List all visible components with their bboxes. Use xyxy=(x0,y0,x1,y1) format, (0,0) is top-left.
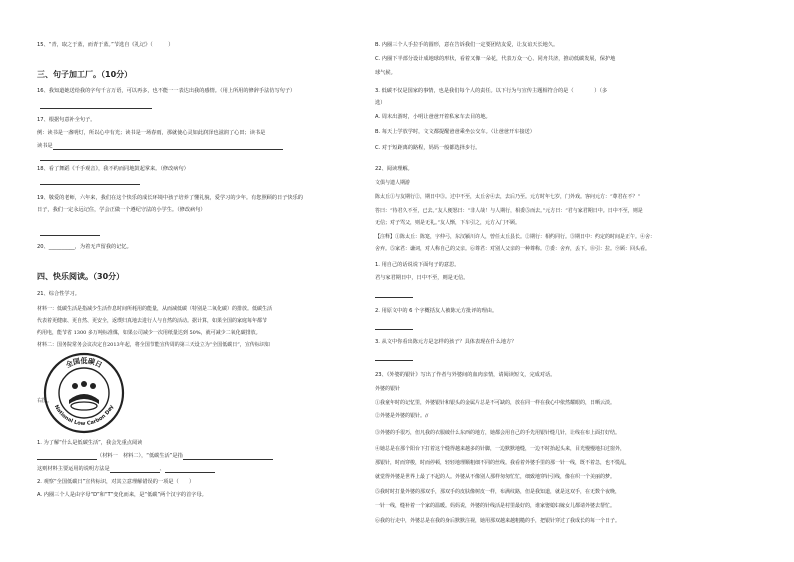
material-2: 材料二：国务院常务会议决定自2013年起，将全国节能宣传周的第三天设立为“全国低碳日”，宣传标识如 xyxy=(37,342,270,348)
reading-q1-line2: （材料一 材料二），“低碳生活”是指 xyxy=(37,453,273,460)
notes-line2: 舍弃。⑤家君：谦词，对人称自己的父亲。⑥尊君：对别人父亲的一种尊称。⑦委：舍弃，丢下。⑧引：拉。⑨顾：回头看。 xyxy=(375,246,651,252)
choice-c: C. 对于短距离的路程，妈妈一般都选择步行。 xyxy=(375,145,481,151)
reading-r1: 1. 用自己的话说说下面句子的意思。 xyxy=(375,262,460,268)
stamp-title: 全国低碳日 xyxy=(64,357,104,370)
passage-p2: ②外婆是外婆的银针。// xyxy=(375,413,429,419)
question-21: 21、综合性学习。 xyxy=(37,291,80,297)
material-1-line2: 代表着更健康、更自然、更安全，返璞归真地去进行人与自然的活动。据计算，如果全国的家庭每年都节 xyxy=(37,318,268,324)
classical-text-line3: 无信；对子骂父，则是无礼。”友人惭，下车引之，元方入门不顾。 xyxy=(375,220,521,226)
passage-p3-line1: ③外婆的手很巧，但凡我的衣服破什么东西的地方，她都会用自己的手先用银针缝几针，让线在布上面打好结。 xyxy=(375,430,621,436)
passage-p4-line1: ⑤我时时打量外婆的那双手，那双手的皮肤像树皮一样，布满纹路，但是我知道，就是这双手，在无数个夜晚， xyxy=(375,489,621,495)
classical-text-line2: 答曰：“待君久不至，已去。”友人便怒曰：“非人哉！与人期行，相委⑤而去。”元方曰：“君与家君期日中。日中不至，则是 xyxy=(375,208,643,214)
passage-p5: ⑥我的行走中，外婆总是在我的身后默默注视，她用那双越来越粗糙的手，把银针穿过了我成长的每一个日子。 xyxy=(375,518,621,524)
question-17: 17、根据句意补全句子。 xyxy=(37,117,96,123)
choice-a: A. 周末出游时，小明让爸爸开着私家车去目的地。 xyxy=(375,114,491,120)
option-c-line1: C. 内圈下半部分设计成地球的形状，看着又像一朵花，代表万众一心、同舟共济，推动低碳发展，保护地 xyxy=(375,56,616,62)
question-23: 23、《外婆的银针》写出了作者与外婆间的血肉亲情，请阅读短文，完成对话。 xyxy=(375,372,556,378)
reading-q2-option-a: A. 内圈三个人是由字母“D”和“T”变化而来，是“低碳”两个汉字的首字母。 xyxy=(37,492,207,498)
answer-line[interactable] xyxy=(375,297,413,298)
passage-title: 外婆的银针 xyxy=(375,386,401,392)
question-17-prompt: 读书是 xyxy=(37,143,283,150)
question-19-line2: 日子，我们一定永远记住，学会正做一个遵纪守法的小学生。（修改病句） xyxy=(37,207,206,213)
answer-line[interactable] xyxy=(40,108,152,109)
section-3-heading: 三、句子加工厂。（10分） xyxy=(37,70,133,79)
reading-r1-sentence: 君与家君期日中，日中不至，则是无信。 xyxy=(375,275,469,281)
answer-blank[interactable] xyxy=(183,454,273,460)
material-1-line3: 约用电，能节省 1300 多万吨标准煤，如果公司减少一次用纸量达到 50%，就可减少二氧化碳排放。 xyxy=(37,330,261,336)
question-20: 20、__________，为着无声留我的记忆。 xyxy=(37,244,132,250)
passage-p4-line2: 一针一线，缝补着一个家的温暖。妈妈说，外婆的针线活是村里最好的，谁家娶媳妇嫁女儿都请外婆去帮忙。 xyxy=(375,503,616,509)
section-4-heading: 四、快乐阅读。（30分） xyxy=(37,272,125,281)
question-15: 15、“青，取之于蓝，而青于蓝。”节选自《礼记》（ ） xyxy=(37,42,174,48)
answer-line[interactable] xyxy=(40,160,140,161)
reading-r3: 3. 从文中你看出陈元方是怎样的孩子？具体表现在什么地方？ xyxy=(375,339,517,345)
question-16: 16、我知道她送给我的字句千言万语，可以再多，也不能一一表达出我的感情。（用上所用的修辞手法仿写句子） xyxy=(37,88,296,94)
answer-blank[interactable] xyxy=(110,467,160,473)
passage-p3-line4: 就觉得外婆是世界上最了不起的人。外婆从不像别人那样匆匆忙忙，细致地穿针引线，像在织一个美丽的梦。 xyxy=(375,474,616,480)
question-17-example: 例：读书是一盏明灯，所以心中有光；读书是一场春雨，那就使心灵如此润泽也滋润了心田；读书是 xyxy=(37,130,266,136)
option-c-line2: 球气候。 xyxy=(375,70,396,76)
choice-b: B. 每天上学放学时，文文都提醒爸爸乘坐公交车。（让爸爸开车接送） xyxy=(375,129,535,135)
material-2-end: 右图。 xyxy=(37,398,53,404)
answer-line[interactable] xyxy=(375,360,413,361)
question-3: 3. 低碳不仅是国家的事情，也是我们每个人的责任。以下行为与宣传主题相符合的是（ ）（多 xyxy=(375,88,608,94)
passage-p1: ①我童年时的记忆里，外婆银针和银头的金属片总是不可缺的，放在同一样在我心中依然耀眼的，日晒云淡。 xyxy=(375,400,616,406)
answer-blank[interactable] xyxy=(53,144,283,150)
low-carbon-day-stamp xyxy=(43,352,125,434)
reading-q2: 2. 观察“全国低碳日”宣传标识，对其立意理解错误的一项是（ ） xyxy=(37,479,195,485)
classical-text-title: 文俱与遗人期游 xyxy=(375,180,411,186)
reading-q1-line3: 这则材料主要运用的说明方法是 、 xyxy=(37,466,215,473)
material-1-line1: 材料一：低碳生活是指减少生活作息时间所耗用的能量，从而减低碳（特别是二氧化碳）的排放。低碳生活 xyxy=(37,306,273,312)
passage-p3-line3: 那银针，时而穿梭，时而停顿，轻轻地理顺粗细不同的丝线。我看着外婆手里的那一针一线，既不着急，也不慌乱， xyxy=(375,460,631,466)
classical-text-line1: 陈太丘①与友期行②，期日中③。过中不至，太丘舍④去，去后乃至。元方时年七岁，门外戏。客问元方：“尊君在不？” xyxy=(375,194,641,200)
answer-blank[interactable] xyxy=(37,454,97,460)
question-3-note: 选） xyxy=(375,100,386,106)
stamp-english: National Low Carbon Day xyxy=(52,404,116,428)
answer-line[interactable] xyxy=(40,235,100,236)
answer-blank[interactable] xyxy=(165,467,215,473)
option-b: B. 内圈三个人手拉手的圆形，意在告诉我们一定要团结友爱，让友谊天长地久。 xyxy=(375,42,559,48)
reading-q1: 1. 为了解“什么是低碳生活”，我会先重点阅读 xyxy=(37,440,143,446)
passage-p3-line2: ④她总是在那个阳台下打着这个缝得越来越多的针脚，一边默默地缝，一边不时抬起头来，目光慢慢地扫过窗外， xyxy=(375,446,626,452)
notes-line1: 【注释】①陈太丘：陈寔，字仲弓，东汉颍川许人，曾任太丘县长。②期行：相约同行。③期日中：约定的时间是正午。④舍： xyxy=(375,234,656,240)
question-22: 22、阅读理解。 xyxy=(375,166,413,172)
question-19-line1: 19、敬爱的老师，六年来，我们在这个快乐的成长环境中孩子培养了懂礼貌，爱学习的少年。有您照顾的日子快乐的 xyxy=(37,195,303,201)
reading-r2: 2. 用原文中的 6 个字概括友人被陈元方批评的理由。 xyxy=(375,308,498,314)
answer-line[interactable] xyxy=(375,329,413,330)
answer-line[interactable] xyxy=(40,184,140,185)
question-18: 18、看了舞蹈《千手观音》，我不约而同地鼓起掌来。（修改病句） xyxy=(37,166,189,172)
